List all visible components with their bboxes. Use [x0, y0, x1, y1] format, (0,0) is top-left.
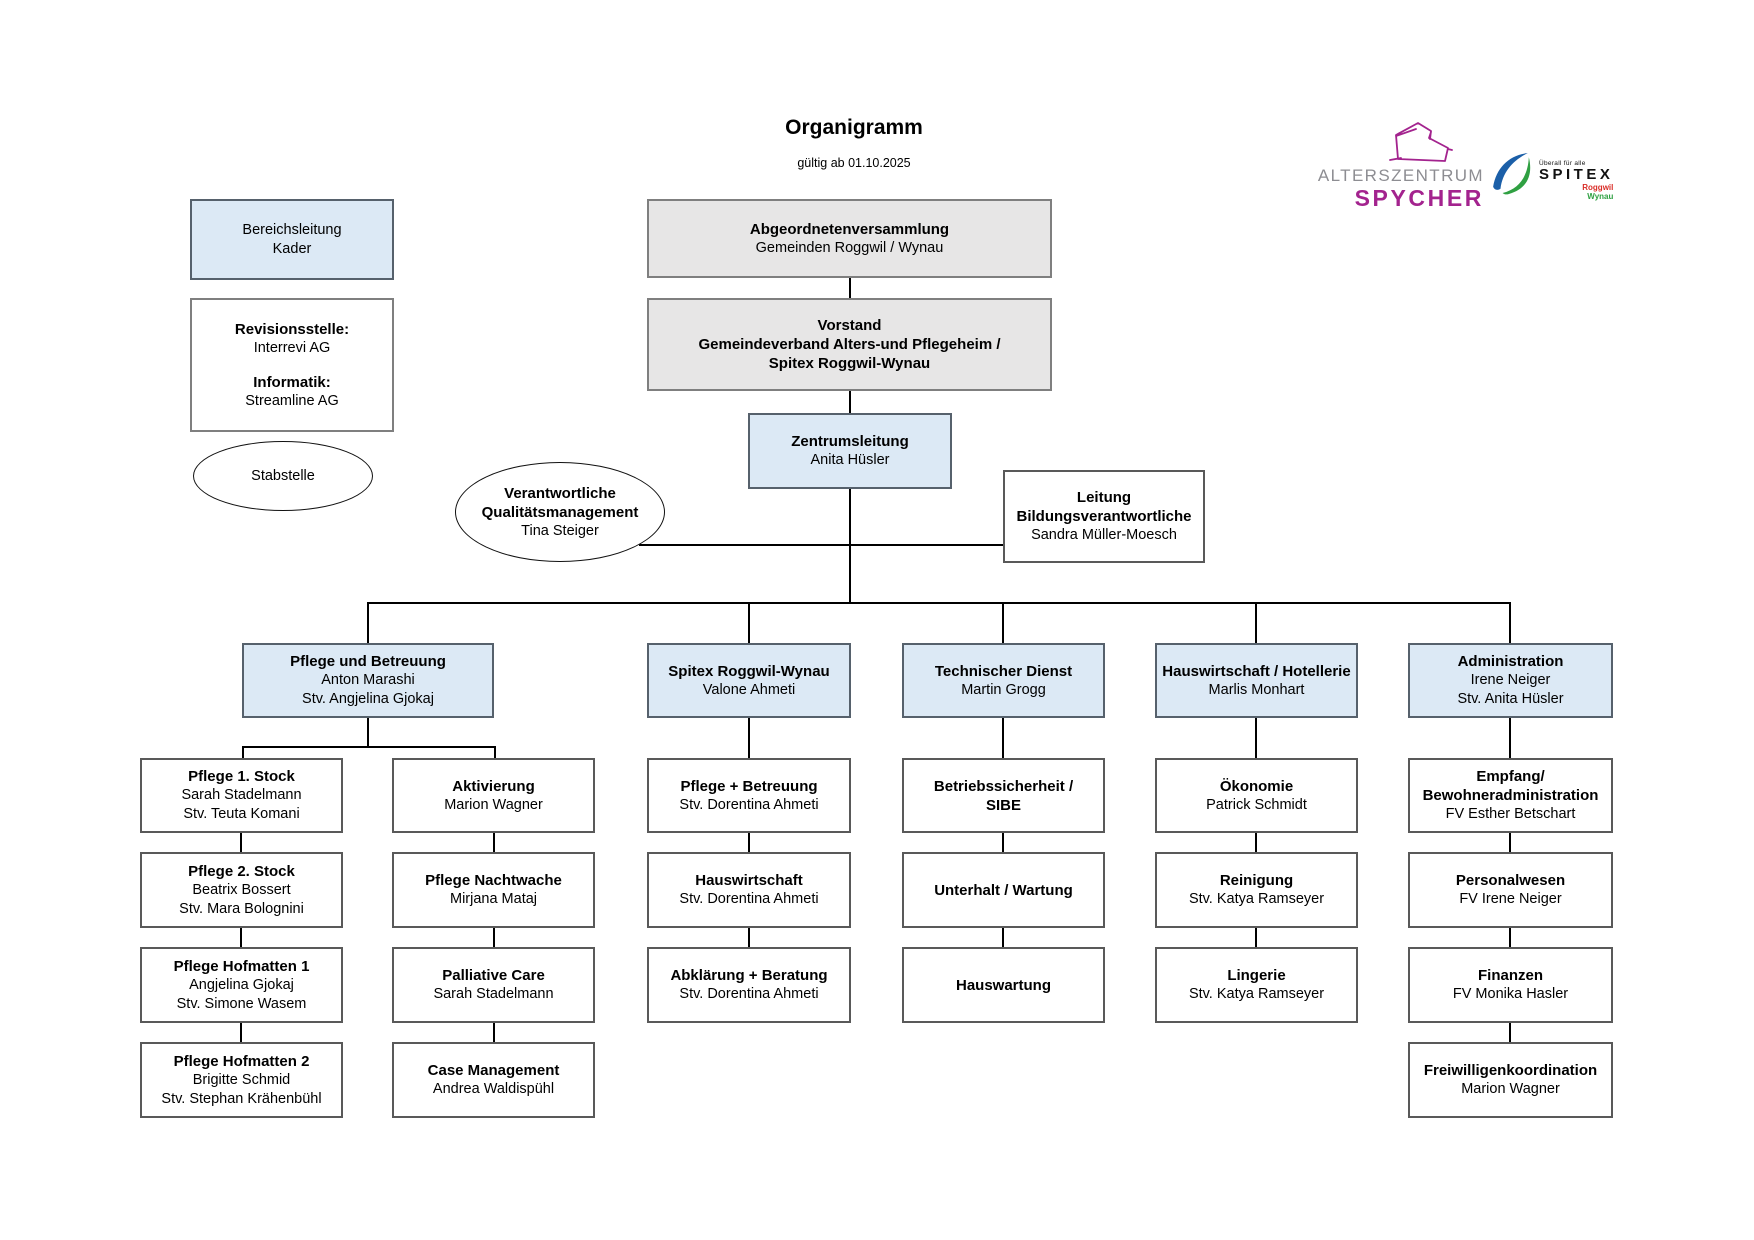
node-person: FV Monika Hasler	[1452, 986, 1569, 1002]
node-case-management	[392, 1042, 595, 1118]
node-person: Sarah Stadelmann	[433, 986, 554, 1002]
connector-line	[367, 603, 369, 643]
connector-line	[748, 928, 750, 947]
node-lingerie	[1155, 947, 1358, 1023]
node-person: Tina Steiger	[521, 522, 599, 539]
node-title: Pflege 2. Stock	[188, 862, 295, 880]
node-deputy: Stv. Anita Hüsler	[1457, 691, 1564, 707]
node-title: Technischer Dienst	[934, 662, 1073, 680]
node-pflege-hofmatten-2	[140, 1042, 343, 1118]
node-deputy: Stv. Teuta Komani	[183, 806, 300, 822]
connector-line	[240, 833, 242, 852]
connector-line	[849, 278, 851, 298]
connector-line	[748, 603, 750, 643]
node-deputy: Stv. Katya Ramseyer	[1188, 891, 1325, 907]
spitex-wordmark: SPITEX	[1539, 166, 1614, 183]
connector-line	[493, 833, 495, 852]
node-person: Anita Hüsler	[810, 452, 890, 468]
connector-line	[639, 544, 1003, 546]
node-title: Abklärung + Beratung	[670, 967, 828, 984]
node-deputy: Stv. Stephan Krähenbühl	[161, 1090, 322, 1107]
node-hauswirtschaft-hotellerie	[1155, 643, 1358, 718]
node-title: Hauswirtschaft	[695, 872, 803, 889]
node-title: Empfang/	[1476, 768, 1545, 785]
node-title: Unterhalt / Wartung	[934, 881, 1073, 899]
node-person: Sarah Stadelmann	[181, 787, 302, 803]
node-subtitle: Spitex Roggwil-Wynau	[768, 355, 931, 372]
node-subtitle: Gemeindeverband Alters-und Pflegeheim /	[698, 336, 1001, 353]
node-subtitle: Gemeinden Roggwil / Wynau	[755, 239, 944, 256]
node-hauswartung	[902, 947, 1105, 1023]
node-betriebssicherheit-sibe	[902, 758, 1105, 833]
node-title: Pflege Hofmatten 1	[173, 957, 310, 975]
node-spitex-hauswirtschaft	[647, 852, 851, 928]
node-title: Aktivierung	[452, 777, 535, 795]
connector-line	[748, 833, 750, 852]
legend-informatik-title: Informatik:	[253, 373, 331, 391]
node-title: Palliative Care	[442, 967, 545, 984]
node-empfang-bewohneradministration	[1408, 758, 1613, 833]
node-personalwesen	[1408, 852, 1613, 928]
spycher-wordmark: SPYCHER	[1354, 185, 1484, 211]
node-person: Sandra Müller-Moesch	[1031, 527, 1177, 543]
node-person: FV Irene Neiger	[1459, 891, 1562, 907]
node-person: Anton Marashi	[321, 672, 415, 688]
node-title: Pflege Hofmatten 2	[173, 1052, 310, 1070]
node-person: Martin Grogg	[961, 681, 1046, 698]
node-title: Betriebssicherheit /	[933, 777, 1074, 795]
spitex-place-roggwil: Roggwil	[1582, 183, 1614, 192]
valid-from-date: gültig ab 01.10.2025	[797, 156, 911, 170]
node-person: Beatrix Bossert	[192, 881, 291, 898]
node-person: Angjelina Gjokaj	[189, 976, 294, 993]
connector-line	[849, 489, 851, 603]
connector-line	[367, 718, 369, 748]
node-deputy: Stv. Dorentina Ahmeti	[679, 891, 819, 907]
node-aktivierung	[392, 758, 595, 833]
connector-line	[240, 1023, 242, 1042]
node-deputy: Stv. Dorentina Ahmeti	[679, 796, 819, 813]
legend-revisionsstelle-value: Interrevi AG	[253, 339, 331, 356]
node-spitex-pflege-betreuung	[647, 758, 851, 833]
node-title: Freiwilligenkoordination	[1423, 1062, 1598, 1079]
node-person: Mirjana Mataj	[449, 891, 538, 907]
node-unterhalt-wartung	[902, 852, 1105, 928]
node-title: Lingerie	[1227, 967, 1286, 984]
node-person: Marion Wagner	[1461, 1081, 1560, 1097]
spitex-text-block	[1539, 150, 1613, 201]
node-title: Reinigung	[1219, 872, 1294, 889]
house-icon	[1386, 120, 1458, 164]
connector-line	[1255, 928, 1257, 947]
connector-line	[240, 928, 242, 947]
spitex-swoosh-icon	[1490, 150, 1532, 196]
node-pflege-1-stock	[140, 758, 343, 833]
connector-line	[849, 391, 851, 413]
connector-line	[367, 602, 1511, 604]
page-title: Organigramm	[785, 116, 923, 139]
connector-line	[748, 718, 750, 758]
node-deputy: Stv. Katya Ramseyer	[1188, 986, 1325, 1002]
connector-line	[1509, 833, 1511, 852]
node-administration	[1408, 643, 1613, 718]
node-title: Personalwesen	[1455, 872, 1566, 889]
node-pflege-nachtwache	[392, 852, 595, 928]
node-abklaerung-beratung	[647, 947, 851, 1023]
node-deputy: Stv. Dorentina Ahmeti	[679, 986, 819, 1002]
node-pflege-2-stock	[140, 852, 343, 928]
legend-informatik-value: Streamline AG	[245, 392, 339, 409]
connector-line	[493, 1023, 495, 1042]
alterszentrum-wordmark: ALTERSZENTRUM	[1317, 166, 1484, 185]
node-pflege-hofmatten-1	[140, 947, 343, 1023]
node-pflege-und-betreuung	[242, 643, 494, 718]
connector-line	[1509, 718, 1511, 758]
connector-line	[1509, 603, 1511, 643]
node-person: Andrea Waldispühl	[432, 1081, 555, 1097]
connector-line	[242, 747, 244, 758]
node-title: Pflege 1. Stock	[188, 768, 295, 785]
connector-line	[1002, 603, 1004, 643]
node-title: Finanzen	[1477, 967, 1543, 984]
node-bildungsverantwortliche	[1003, 470, 1205, 563]
connector-line	[1255, 603, 1257, 643]
node-palliative-care	[392, 947, 595, 1023]
node-freiwilligenkoordination	[1408, 1042, 1613, 1118]
legend-stabstelle-ellipse	[193, 441, 373, 511]
node-title: Pflege + Betreuung	[680, 777, 818, 795]
legend-label: Kader	[272, 240, 312, 257]
connector-line	[1509, 928, 1511, 947]
node-title: Bildungsverantwortliche	[1016, 508, 1192, 525]
connector-line	[493, 928, 495, 947]
node-zentrumsleitung	[748, 413, 952, 489]
connector-line	[1255, 718, 1257, 758]
node-title: Leitung	[1076, 489, 1132, 506]
node-person: Valone Ahmeti	[702, 681, 796, 698]
node-title: Vorstand	[817, 317, 882, 334]
legend-revisionsstelle-informatik	[190, 298, 394, 432]
connector-line	[1255, 833, 1257, 852]
node-title: Hauswartung	[955, 976, 1051, 994]
node-technischer-dienst	[902, 643, 1105, 718]
node-finanzen	[1408, 947, 1613, 1023]
node-deputy: Stv. Simone Wasem	[176, 995, 307, 1012]
connector-line	[242, 746, 496, 748]
node-person: FV Esther Betschart	[1445, 806, 1576, 822]
legend-revisionsstelle-title: Revisionsstelle:	[234, 320, 350, 338]
alterszentrum-spycher-logo	[1284, 120, 1484, 212]
node-person: Brigitte Schmid	[192, 1071, 291, 1088]
connector-line	[1002, 718, 1004, 758]
node-spitex-roggwil-wynau	[647, 643, 851, 718]
node-person: Marion Wagner	[444, 796, 543, 813]
node-title: Verantwortliche	[504, 484, 616, 502]
connector-line	[494, 747, 496, 758]
node-title: SIBE	[985, 796, 1021, 814]
node-title: Hauswirtschaft / Hotellerie	[1162, 662, 1351, 680]
node-title: Pflege und Betreuung	[290, 653, 446, 670]
node-reinigung	[1155, 852, 1358, 928]
node-title: Qualitätsmanagement	[481, 503, 639, 521]
node-person: Irene Neiger	[1470, 672, 1551, 688]
node-person: Marlis Monhart	[1208, 681, 1305, 698]
node-qualitaetsmanagement-ellipse	[455, 462, 665, 562]
node-title: Bewohneradministration	[1422, 787, 1599, 804]
spitex-place-wynau: Wynau	[1587, 192, 1614, 201]
connector-line	[1002, 833, 1004, 852]
connector-line	[1002, 928, 1004, 947]
node-title: Pflege Nachtwache	[425, 872, 562, 889]
node-deputy: Stv. Angjelina Gjokaj	[302, 691, 434, 707]
node-title: Case Management	[427, 1062, 560, 1079]
spitex-logo	[1490, 150, 1613, 201]
legend-label: Bereichsleitung	[242, 221, 342, 238]
legend-bereichsleitung-kader	[190, 199, 394, 280]
node-abgeordnetenversammlung	[647, 199, 1052, 278]
spitex-tagline: Überall für alle	[1539, 160, 1586, 167]
node-title: Zentrumsleitung	[791, 433, 909, 450]
node-title: Abgeordnetenversammlung	[749, 220, 950, 238]
connector-line	[1509, 1023, 1511, 1042]
node-deputy: Stv. Mara Bolognini	[179, 900, 304, 917]
node-person: Patrick Schmidt	[1206, 796, 1307, 813]
node-vorstand	[647, 298, 1052, 391]
node-oekonomie	[1155, 758, 1358, 833]
legend-label: Stabstelle	[251, 467, 315, 484]
node-title: Administration	[1457, 653, 1564, 670]
node-title: Spitex Roggwil-Wynau	[668, 662, 830, 680]
node-title: Ökonomie	[1219, 777, 1294, 795]
